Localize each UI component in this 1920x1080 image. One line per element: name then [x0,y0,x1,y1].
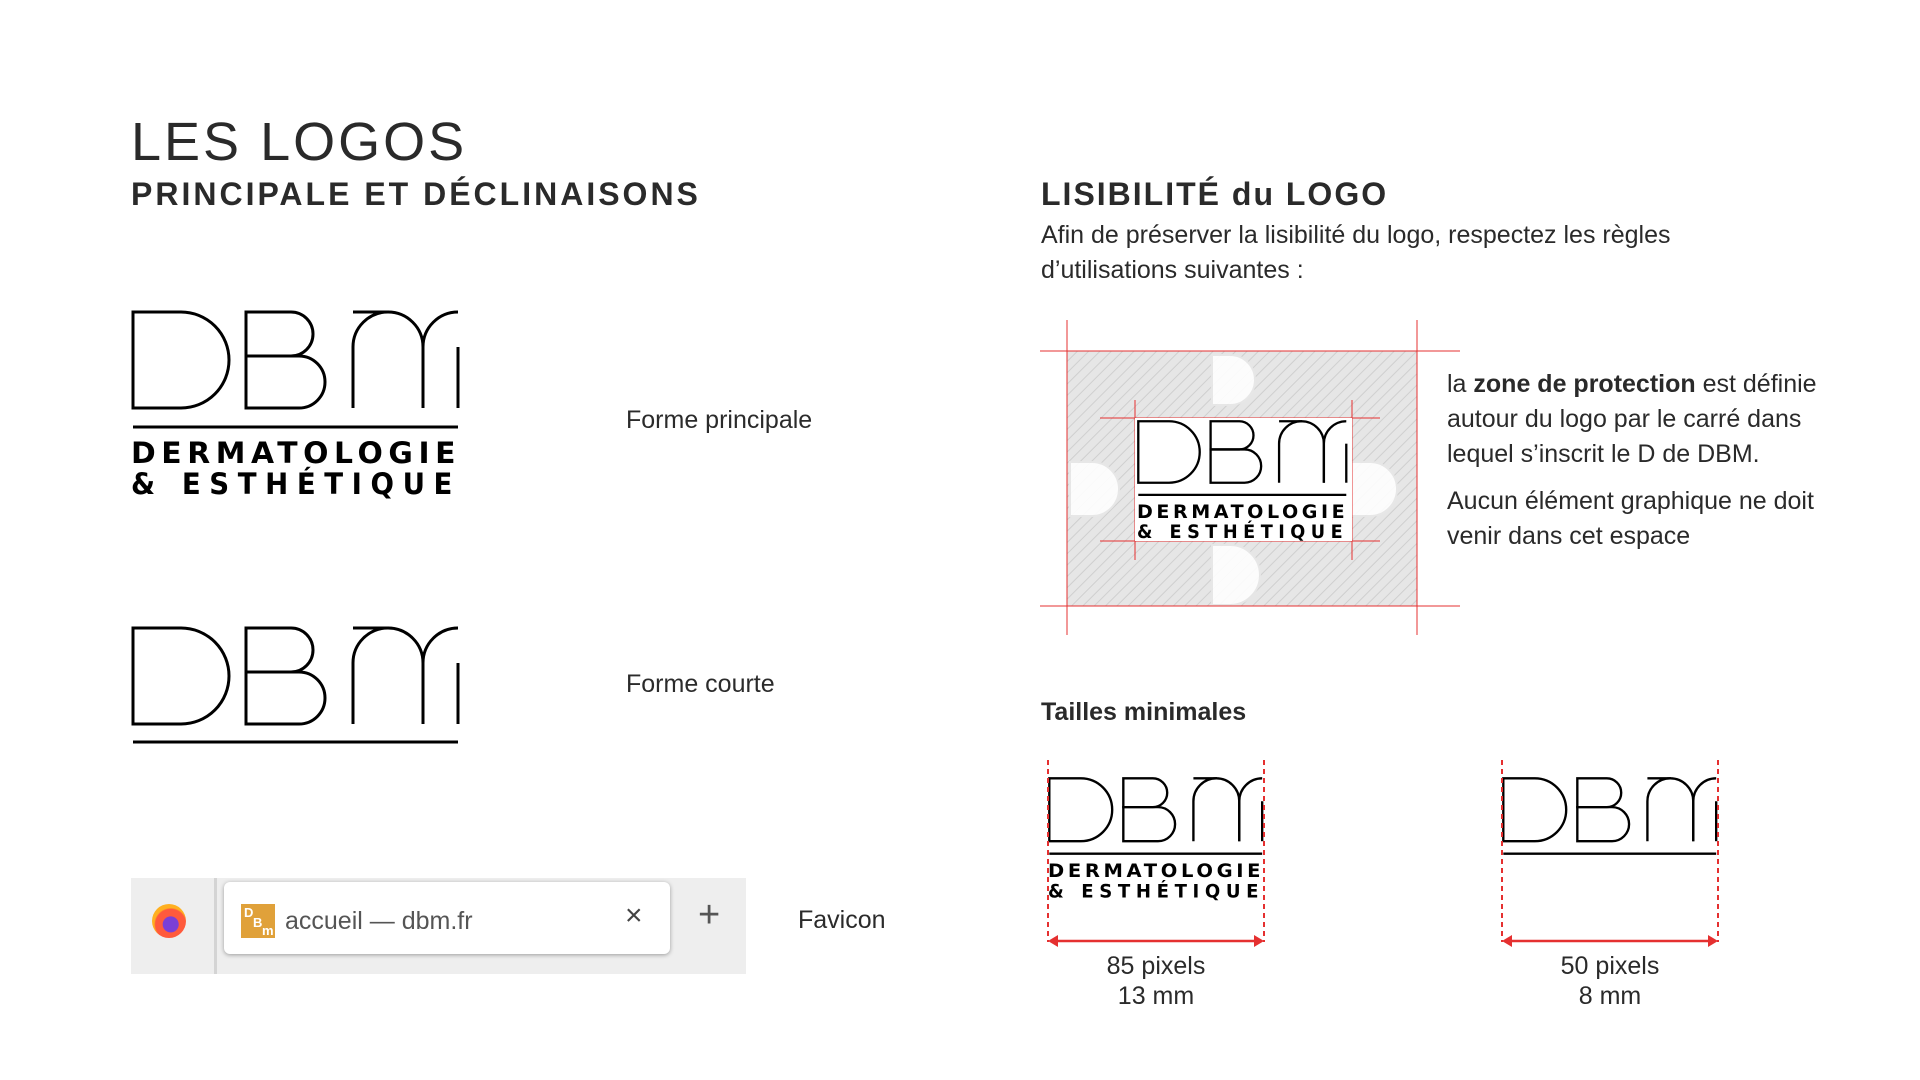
page-subtitle: PRINCIPALE ET DÉCLINAISONS [131,176,701,212]
dimension-arrow [1048,935,1264,947]
tab-separator [214,878,217,974]
dbm-letters [133,312,458,408]
caption-main-form: Forme principale [626,406,813,434]
logo-short [131,626,471,746]
close-icon[interactable]: × [625,899,643,932]
dimension-arrow [1502,935,1718,947]
svg-text:& ESTHÉTIQUE: & ESTHÉTIQUE [1048,880,1275,903]
firefox-icon[interactable] [152,904,186,938]
min-size-logo-full [1040,760,1280,950]
min-sizes-heading: Tailles minimales [1041,698,1247,726]
favicon-icon: D B m [241,904,275,938]
logo-main [131,310,471,500]
page-title: LES LOGOS [131,112,468,172]
logo-line2: & ESTHÉTIQUE [131,467,461,501]
caption-short-form: Forme courte [626,670,775,698]
protection-zone-text: la zone de protection est définie autour du logo par le carré dans lequel s’inscrit le D de DBM. Aucun élément graphique ne doit venir dans cet espace [1447,370,1817,550]
min-size-logo-short [1494,760,1734,950]
svg-text:DERMATOLOGIE: DERMATOLOGIE [1048,860,1265,883]
svg-text:DERMATOLOGIE: DERMATOLOGIE [1137,501,1349,523]
min-size-label-full: 85 pixels 13 mm [1106,952,1206,1010]
min-size-label-short: 50 pixels 8 mm [1560,952,1660,1010]
svg-text:& ESTHÉTIQUE: & ESTHÉTIQUE [1137,521,1359,543]
legibility-description: Afin de préserver la lisibilité du logo, respectez les règles d’utilisations suivantes : [1041,221,1671,284]
legibility-heading: LISIBILITÉ du LOGO [1041,176,1389,212]
tab-title: accueil — dbm.fr [285,907,473,935]
logo-line1: DERMATOLOGIE [131,436,461,470]
caption-favicon: Favicon [798,906,886,934]
new-tab-icon[interactable]: + [698,894,721,936]
protection-zone-diagram [1040,320,1460,635]
